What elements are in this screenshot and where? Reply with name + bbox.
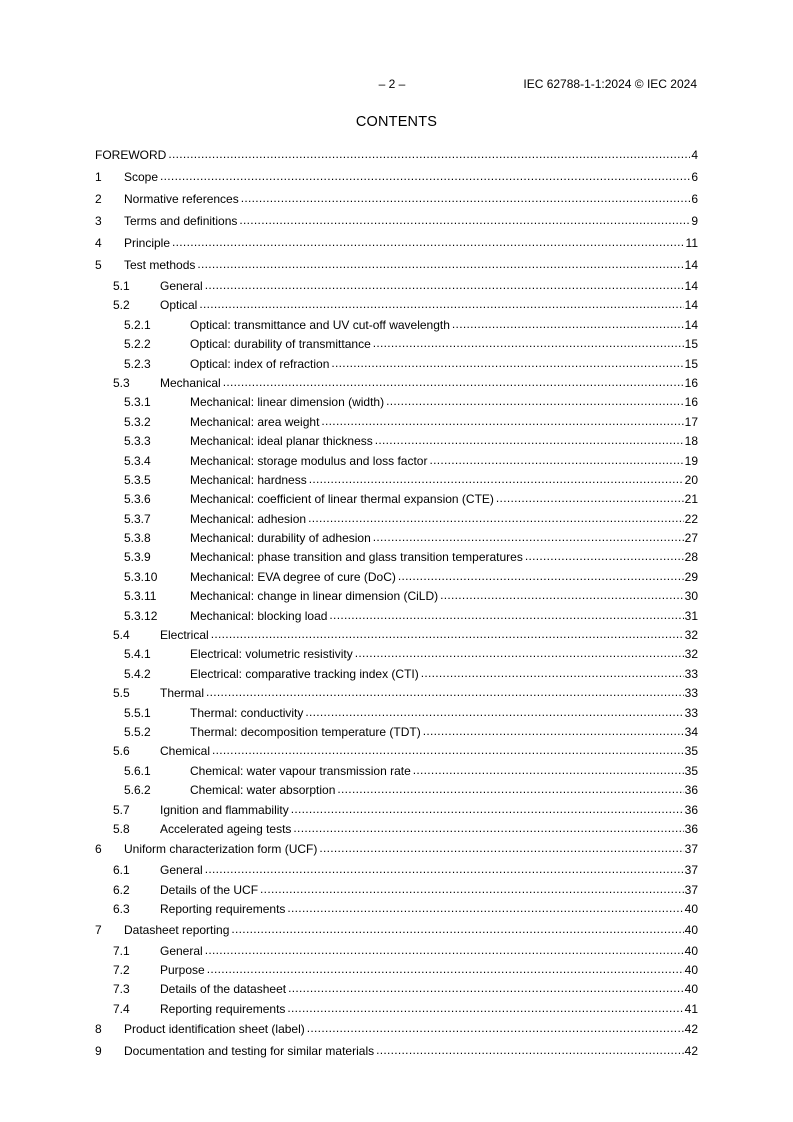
- dot-leader: [413, 763, 684, 775]
- toc-entry-number: 7.4: [113, 1001, 130, 1016]
- toc-entry[interactable]: [95, 760, 698, 779]
- dot-leader: [291, 802, 684, 814]
- dot-leader: [207, 962, 684, 974]
- toc-entry-label: Mechanical: phase transition and glass transition temperatures: [190, 550, 523, 565]
- toc-entry-label: Datasheet reporting: [124, 922, 230, 937]
- toc-entry-label: Purpose: [160, 962, 205, 977]
- dot-leader: [205, 862, 684, 874]
- toc-entry[interactable]: [95, 372, 698, 391]
- dot-leader: [168, 147, 690, 159]
- toc-entry-label: Chemical: water absorption: [190, 783, 336, 798]
- toc-entry-page: 41: [684, 1001, 698, 1016]
- toc-entry-label: FOREWORD: [95, 148, 167, 162]
- dot-leader: [373, 336, 684, 348]
- toc-entry-label: Mechanical: adhesion: [190, 511, 307, 526]
- toc-entry-number: 5.1: [113, 279, 130, 293]
- toc-entry[interactable]: [95, 818, 698, 837]
- toc-entry-page: 36: [684, 821, 698, 836]
- toc-entry[interactable]: [95, 165, 698, 187]
- toc-entry[interactable]: [95, 391, 698, 410]
- toc-entry-page: 6: [691, 170, 698, 184]
- dot-leader: [205, 943, 684, 955]
- toc-entry-page: 31: [684, 608, 698, 623]
- dot-leader: [319, 841, 683, 853]
- toc-entry-number: 7.3: [113, 982, 130, 997]
- toc-entry-label: Product identification sheet (label): [124, 1022, 305, 1037]
- toc-entry-number: 5.5: [113, 686, 130, 701]
- toc-entry-label: Chemical: water vapour transmission rate: [190, 763, 411, 778]
- toc-entry-label: Test methods: [124, 258, 196, 272]
- toc-entry[interactable]: [95, 837, 698, 859]
- toc-entry[interactable]: [95, 314, 698, 333]
- toc-entry-number: 5.6.2: [124, 783, 151, 798]
- page-header: [0, 77, 793, 91]
- toc-entry-number: 5.3.9: [124, 550, 151, 565]
- toc-entry-label: Details of the UCF: [160, 882, 259, 897]
- toc-entry[interactable]: [95, 682, 698, 701]
- toc-entry-number: 5.2.3: [124, 356, 151, 371]
- toc-entry-label: Reporting requirements: [160, 902, 286, 917]
- toc-entry-label: Thermal: conductivity: [190, 705, 304, 720]
- toc-entry-number: 5.2.2: [124, 337, 151, 352]
- document-reference: IEC 62788-1-1:2024 © IEC 2024: [523, 77, 697, 91]
- toc-entry[interactable]: [95, 353, 698, 372]
- toc-entry[interactable]: [95, 978, 698, 997]
- toc-entry[interactable]: [95, 546, 698, 565]
- dot-leader: [199, 297, 683, 309]
- toc-entry-label: Details of the datasheet: [160, 982, 287, 997]
- dot-leader: [239, 213, 690, 225]
- toc-entry-number: 5.4.1: [124, 647, 151, 662]
- dot-leader: [440, 588, 684, 600]
- toc-entry-label: Mechanical: coefficient of linear thermal expansion (CTE): [190, 492, 494, 507]
- toc-entry-page: 33: [684, 705, 698, 720]
- toc-entry-number: 8: [95, 1022, 102, 1037]
- toc-entry-page: 40: [684, 902, 698, 917]
- toc-entry-page: 22: [684, 511, 698, 526]
- toc-entry-page: 42: [684, 1044, 698, 1059]
- toc-entry-page: 11: [685, 236, 698, 250]
- toc-entry-page: 34: [684, 724, 698, 739]
- dot-leader: [373, 530, 684, 542]
- dot-leader: [337, 782, 683, 794]
- dot-leader: [293, 821, 683, 833]
- toc-entry-label: Ignition and flammability: [160, 802, 289, 817]
- toc-entry-page: 4: [691, 148, 698, 162]
- toc-entry[interactable]: [95, 940, 698, 959]
- toc-entry[interactable]: [95, 488, 698, 507]
- toc-entry-page: 14: [684, 258, 698, 272]
- toc-entry-page: 33: [684, 666, 698, 681]
- toc-entry-label: General: [160, 863, 203, 878]
- dot-leader: [331, 356, 683, 368]
- dot-leader: [496, 491, 684, 503]
- toc-entry-label: Optical: index of refraction: [190, 356, 330, 371]
- toc-entry-number: 5.4.2: [124, 666, 151, 681]
- toc-entry-page: 32: [684, 647, 698, 662]
- toc-entry-number: 6.1: [113, 863, 130, 878]
- toc-entry[interactable]: [95, 779, 698, 798]
- toc-entry[interactable]: [95, 333, 698, 352]
- toc-entry[interactable]: [95, 663, 698, 682]
- toc-entry[interactable]: [95, 566, 698, 585]
- toc-entry-page: 40: [684, 922, 698, 937]
- toc-entry[interactable]: [95, 879, 698, 898]
- toc-entry-number: 5.3.11: [124, 589, 157, 604]
- toc-entry-number: 6.2: [113, 882, 130, 897]
- toc-entry-number: 5.8: [113, 821, 130, 836]
- toc-entry-number: 5.3.12: [124, 608, 158, 623]
- toc-entry[interactable]: [95, 430, 698, 449]
- toc-entry-number: 3: [95, 214, 102, 228]
- toc-entry[interactable]: [95, 411, 698, 430]
- toc-entry-number: 6.3: [113, 902, 130, 917]
- toc-entry-page: 14: [684, 298, 698, 313]
- toc-entry[interactable]: [95, 859, 698, 878]
- toc-entry-number: 5.2.1: [124, 317, 151, 332]
- toc-entry-label: Normative references: [124, 192, 239, 206]
- toc-entry-label: Chemical: [160, 744, 211, 759]
- dot-leader: [160, 169, 690, 181]
- toc-entry-page: 36: [684, 783, 698, 798]
- toc-entry-number: 5.3.2: [124, 414, 151, 429]
- toc-entry-label: Mechanical: durability of adhesion: [190, 531, 371, 546]
- toc-entry[interactable]: [95, 898, 698, 917]
- toc-entry-number: 5.5.2: [124, 724, 151, 739]
- toc-entry-number: 2: [95, 192, 102, 206]
- toc-entry-label: Mechanical: storage modulus and loss factor: [190, 453, 428, 468]
- toc-entry-label: Mechanical: [160, 375, 221, 390]
- dot-leader: [376, 1043, 684, 1055]
- toc-entry-number: 5.2: [113, 298, 130, 313]
- toc-entry-label: Mechanical: EVA degree of cure (DoC): [190, 569, 396, 584]
- toc-entry-label: Scope: [124, 170, 159, 184]
- toc-entry-number: 5.3.3: [124, 434, 151, 449]
- toc-entry-label: Mechanical: linear dimension (width): [190, 395, 385, 410]
- toc-entry-number: 7.2: [113, 962, 130, 977]
- toc-entry[interactable]: [95, 998, 698, 1017]
- page-number: – 2 –: [378, 77, 406, 91]
- toc-entry-label: Mechanical: change in linear dimension (CiLD): [190, 589, 439, 604]
- toc-entry-label: General: [160, 943, 203, 958]
- toc-entry-label: Thermal: [160, 686, 205, 701]
- dot-leader: [398, 569, 684, 581]
- toc-entry-number: 5.3.8: [124, 531, 151, 546]
- toc-entry-page: 14: [684, 317, 698, 332]
- dot-leader: [305, 705, 683, 717]
- toc-entry-number: 5.3.7: [124, 511, 151, 526]
- dot-leader: [429, 453, 683, 465]
- toc-entry-number: 5.4: [113, 628, 130, 643]
- toc-entry-page: 36: [684, 802, 698, 817]
- toc-entry-number: 6: [95, 842, 102, 857]
- toc-entry[interactable]: [95, 740, 698, 759]
- toc-entry[interactable]: [95, 1017, 698, 1039]
- dot-leader: [329, 608, 683, 620]
- toc-entry-label: Documentation and testing for similar materials: [124, 1044, 375, 1059]
- toc-entry[interactable]: [95, 253, 698, 275]
- toc-entry-label: Electrical: comparative tracking index (CTI): [190, 666, 419, 681]
- dot-leader: [307, 1021, 684, 1033]
- toc-entry-page: 6: [691, 192, 698, 206]
- dot-leader: [386, 394, 684, 406]
- toc-entry-page: 15: [684, 337, 698, 352]
- dot-leader: [288, 981, 684, 993]
- toc-entry[interactable]: [95, 643, 698, 662]
- toc-entry[interactable]: [95, 585, 698, 604]
- dot-leader: [375, 433, 684, 445]
- toc-entry-label: Thermal: decomposition temperature (TDT): [190, 724, 421, 739]
- dot-leader: [287, 1001, 683, 1013]
- dot-leader: [205, 278, 684, 290]
- toc-entry-label: Mechanical: ideal planar thickness: [190, 434, 373, 449]
- dot-leader: [452, 317, 684, 329]
- toc-entry-page: 17: [684, 414, 698, 429]
- toc-entry-page: 29: [684, 569, 698, 584]
- toc-entry-label: Optical: [160, 298, 198, 313]
- toc-entry[interactable]: [95, 702, 698, 721]
- dot-leader: [260, 882, 684, 894]
- toc-entry-page: 37: [684, 863, 698, 878]
- toc-entry-label: Electrical: volumetric resistivity: [190, 647, 353, 662]
- page-title: CONTENTS: [355, 114, 438, 130]
- toc-entry-label: Terms and definitions: [124, 214, 238, 228]
- toc-entry-page: 33: [684, 686, 698, 701]
- dot-leader: [241, 191, 691, 203]
- toc-entry-number: 5.6.1: [124, 763, 151, 778]
- toc-entry-page: 35: [684, 763, 698, 778]
- toc-entry-number: 5.3.4: [124, 453, 151, 468]
- toc-entry-number: 9: [95, 1044, 102, 1059]
- toc-entry-number: 5.3: [113, 375, 130, 390]
- toc-entry-label: Mechanical: area weight: [190, 414, 320, 429]
- toc-entry[interactable]: [95, 624, 698, 643]
- toc-entry-number: 4: [95, 236, 102, 250]
- toc-entry-page: 19: [684, 453, 698, 468]
- toc-entry-page: 40: [684, 962, 698, 977]
- toc-entry-label: Reporting requirements: [160, 1001, 286, 1016]
- toc-entry[interactable]: [95, 799, 698, 818]
- toc-entry-number: 5.3.10: [124, 569, 158, 584]
- toc-entry[interactable]: [95, 143, 698, 165]
- toc-entry-number: 7: [95, 922, 102, 937]
- dot-leader: [172, 235, 685, 247]
- toc-entry[interactable]: [95, 209, 698, 231]
- toc-entry-number: 7.1: [113, 943, 130, 958]
- dot-leader: [287, 901, 683, 913]
- toc-entry[interactable]: [95, 721, 698, 740]
- toc-entry[interactable]: [95, 959, 698, 978]
- dot-leader: [421, 666, 684, 678]
- toc-entry[interactable]: [95, 527, 698, 546]
- toc-entry-label: Optical: durability of transmittance: [190, 337, 371, 352]
- toc-entry-label: Principle: [124, 236, 171, 250]
- toc-entry-page: 27: [684, 531, 698, 546]
- toc-entry-page: 37: [684, 882, 698, 897]
- toc-entry-page: 21: [684, 492, 698, 507]
- toc-entry-page: 20: [684, 472, 698, 487]
- toc-entry-page: 14: [684, 279, 698, 293]
- toc-entry-label: Uniform characterization form (UCF): [124, 842, 318, 857]
- toc-entry-number: 5.6: [113, 744, 130, 759]
- toc-entry-number: 5.5.1: [124, 705, 151, 720]
- toc-entry-number: 5.7: [113, 802, 130, 817]
- toc-entry-label: Accelerated ageing tests: [160, 821, 292, 836]
- dot-leader: [223, 375, 684, 387]
- dot-leader: [197, 257, 683, 269]
- toc-entry-page: 16: [684, 375, 698, 390]
- dot-leader: [308, 511, 684, 523]
- dot-leader: [211, 627, 684, 639]
- toc-entry-page: 42: [684, 1022, 698, 1037]
- toc-entry-label: Optical: transmittance and UV cut-off wavelength: [190, 317, 450, 332]
- toc-entry-page: 16: [684, 395, 698, 410]
- dot-leader: [423, 724, 684, 736]
- toc-entry-number: 1: [95, 170, 102, 184]
- dot-leader: [321, 414, 683, 426]
- toc-entry[interactable]: [95, 469, 698, 488]
- toc-entry-number: 5.3.1: [124, 395, 151, 410]
- toc-entry-label: Mechanical: hardness: [190, 472, 307, 487]
- toc-entry-label: Mechanical: blocking load: [190, 608, 328, 623]
- toc-entry-page: 9: [691, 214, 698, 228]
- toc-entry[interactable]: [95, 275, 698, 294]
- table-of-contents: [95, 143, 698, 1061]
- toc-entry[interactable]: [95, 231, 698, 253]
- toc-entry-label: Electrical: [160, 628, 209, 643]
- toc-entry-label: General: [160, 279, 203, 293]
- toc-entry-number: 5.3.6: [124, 492, 151, 507]
- toc-entry-page: 35: [684, 744, 698, 759]
- dot-leader: [231, 922, 683, 934]
- dot-leader: [525, 549, 684, 561]
- toc-entry-number: 5.3.5: [124, 472, 151, 487]
- toc-entry-page: 40: [684, 982, 698, 997]
- toc-entry[interactable]: [95, 294, 698, 313]
- dot-leader: [206, 685, 684, 697]
- dot-leader: [309, 472, 684, 484]
- toc-entry-page: 30: [684, 589, 698, 604]
- dot-leader: [212, 743, 684, 755]
- dot-leader: [355, 646, 684, 658]
- toc-entry[interactable]: [95, 605, 698, 624]
- toc-entry[interactable]: [95, 187, 698, 209]
- toc-entry-page: 15: [684, 356, 698, 371]
- toc-entry[interactable]: [95, 918, 698, 940]
- toc-entry[interactable]: [95, 508, 698, 527]
- toc-entry[interactable]: [95, 450, 698, 469]
- toc-entry-page: 28: [684, 550, 698, 565]
- toc-entry-page: 37: [684, 842, 698, 857]
- toc-entry-number: 5: [95, 258, 102, 272]
- toc-entry-page: 40: [684, 943, 698, 958]
- toc-entry[interactable]: [95, 1039, 698, 1061]
- toc-entry-page: 32: [684, 628, 698, 643]
- toc-entry-page: 18: [684, 434, 698, 449]
